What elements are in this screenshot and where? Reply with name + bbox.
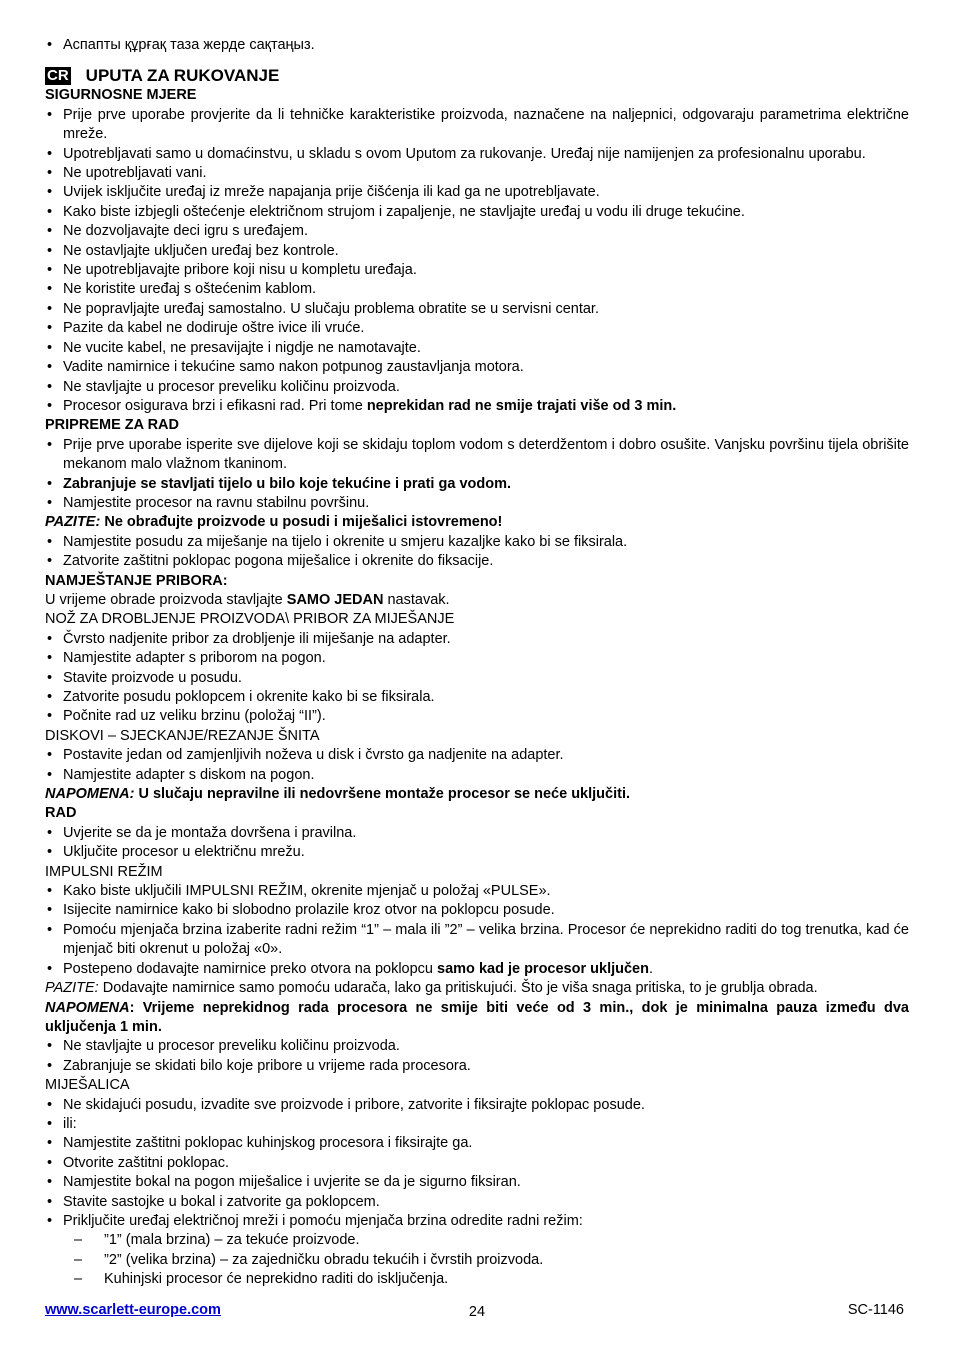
list-item: • Uvijek isključite uređaj iz mreže napajanja prije čišćenja ili kad ga ne upotrebljavate. bbox=[45, 183, 909, 202]
bullet-icon: • bbox=[47, 766, 53, 783]
list-item: • Postavite jedan od zamjenljivih noževa u disk i čvrsto ga nadjenite na adapter. bbox=[45, 746, 909, 765]
bullet-icon: • bbox=[47, 921, 53, 938]
bullet-icon: • bbox=[47, 165, 53, 182]
bullet-icon: • bbox=[47, 242, 53, 259]
list-item: • Ne ostavljajte uključen uređaj bez kontrole. bbox=[45, 242, 909, 261]
accessories-intro: U vrijeme obrade proizvoda stavljajte SAMO JEDAN nastavak. bbox=[45, 591, 450, 608]
website-link[interactable]: www.scarlett-europe.com bbox=[45, 1302, 221, 1318]
bullet-icon: • bbox=[47, 475, 53, 492]
bullet-icon: • bbox=[47, 824, 53, 841]
bullet-icon: • bbox=[47, 1193, 53, 1210]
discs-heading: DISKOVI – SJECKANJE/REZANJE ŠNITA bbox=[45, 727, 320, 744]
list-item: • Uključite procesor u električnu mrežu. bbox=[45, 843, 909, 862]
list-item: • Ne skidajući posudu, izvadite sve proizvode i pribore, zatvorite i fiksirajte poklopac posude. bbox=[45, 1096, 909, 1115]
work-heading: RAD bbox=[45, 805, 77, 822]
pulse-heading: IMPULSNI REŽIM bbox=[45, 863, 163, 880]
bullet-icon: • bbox=[47, 397, 53, 414]
list-item: • Zatvorite posudu poklopcem i okrenite kako bi se fiksirala. bbox=[45, 688, 909, 707]
bullet-icon: • bbox=[47, 689, 53, 705]
list-item: • Namjestite adapter s diskom na pogon. bbox=[45, 766, 909, 785]
section-heading: UPUTA ZA RUKOVANJE bbox=[85, 66, 280, 86]
list-item: • Namjestite posudu za miješanje na tijelo i okrenite u smjeru kazaljke kako bi se fiksirala. bbox=[45, 533, 909, 552]
bullet-icon: • bbox=[47, 262, 53, 279]
accessories-heading: NAMJEŠTANJE PRIBORA: bbox=[45, 572, 228, 589]
bullet-icon: • bbox=[47, 650, 53, 667]
bullet-icon: • bbox=[47, 300, 53, 317]
list-item: • Namjestite procesor na ravnu stabilnu površinu. bbox=[45, 494, 909, 513]
bullet-icon: • bbox=[47, 1057, 53, 1074]
list-item: • Vadite namirnice i tekućine samo nakon potpunog zaustavljanja motora. bbox=[45, 358, 909, 377]
list-item: • Procesor osigurava brzi i efikasni rad. Pri tome neprekidan rad ne smije trajati više od 3 min. bbox=[45, 397, 909, 416]
work-note: NAPOMENA: Vrijeme neprekidnog rada procesora ne smije biti veće od 3 min., dok je minimalna pauza između dva uključenja 1 min. bbox=[45, 999, 909, 1035]
list-item: • Otvorite zaštitni poklopac. bbox=[45, 1154, 909, 1173]
page-content bbox=[45, 36, 909, 1290]
bullet-icon: • bbox=[47, 708, 53, 725]
bullet-icon: • bbox=[47, 1038, 53, 1055]
bullet-icon: • bbox=[47, 223, 53, 240]
list-item: • Priključite uređaj električnoj mreži i pomoću mjenjača brzina odredite radni režim: bbox=[45, 1212, 909, 1231]
bullet-icon: • bbox=[47, 669, 53, 686]
accessories-note: NAPOMENA: U slučaju nepravilne ili nedovršene montaže procesor se neće uključiti. bbox=[45, 786, 631, 803]
bullet-icon: • bbox=[47, 960, 53, 977]
list-item: • Ne upotrebljavati vani. bbox=[45, 164, 909, 183]
dash-icon: – bbox=[74, 1251, 83, 1268]
section-title bbox=[45, 65, 909, 86]
list-item: • Pomoću mjenjača brzina izaberite radni režim “1” – mala ili ”2” – velika brzina. Procesor će neprekidno raditi do tog trenutka, kad će mjenjač biti okrenut u položaj «0». bbox=[47, 921, 909, 958]
bullet-icon: • bbox=[47, 533, 53, 550]
page-number: 24 bbox=[468, 1304, 486, 1320]
bullet-icon: • bbox=[47, 184, 53, 201]
list-item: • Аспапты құрғақ таза жерде сақтаңыз. bbox=[45, 36, 909, 55]
list-item: • Ne vucite kabel, ne presavijajte i nigdje ne namotavajte. bbox=[45, 339, 909, 358]
sub-list-item: – ”2” (velika brzina) – za zajedničku obradu tekućih i čvrstih proizvoda. bbox=[45, 1251, 909, 1270]
bullet-icon: • bbox=[47, 747, 53, 764]
list-item: • Čvrsto nadjenite pribor za drobljenje ili miješanje na adapter. bbox=[45, 630, 909, 649]
bullet-icon: • bbox=[47, 378, 53, 395]
dash-icon: – bbox=[74, 1271, 83, 1288]
mixer-sub-list bbox=[45, 1231, 909, 1289]
list-item: • Zabranjuje se stavljati tijelo u bilo koje tekućine i prati ga vodom. bbox=[45, 475, 909, 494]
bullet-icon: • bbox=[47, 553, 53, 570]
footer bbox=[45, 1302, 909, 1324]
list-item: • Stavite sastojke u bokal i zatvorite ga poklopcem. bbox=[45, 1193, 909, 1212]
pulse-list bbox=[45, 882, 909, 960]
language-badge: CR bbox=[47, 66, 69, 84]
list-item: • Zatvorite zaštitni poklopac pogona miješalice i okrenite do fiksacije. bbox=[45, 552, 909, 571]
list-item: • Ne popravljajte uređaj samostalno. U slučaju problema obratite se u servisni centar. bbox=[45, 300, 909, 319]
list-item: • Kako biste izbjegli oštećenje električnom strujom i zapaljenje, ne stavljajte uređaj u vodu ili druge tekućine. bbox=[45, 203, 909, 222]
bullet-icon: • bbox=[47, 106, 53, 123]
list-item: • Ne stavljajte u procesor preveliku količinu proizvoda. bbox=[45, 1037, 909, 1056]
list-item: • ili: bbox=[45, 1115, 909, 1134]
bullet-icon: • bbox=[47, 320, 53, 337]
list-item: • Postepeno dodavajte namirnice preko otvora na poklopcu samo kad je procesor uključen. bbox=[45, 960, 909, 979]
list-item: • Namjestite zaštitni poklopac kuhinjskog procesora i fiksirajte ga. bbox=[45, 1134, 909, 1153]
bullet-icon: • bbox=[47, 359, 53, 376]
list-item: • Zabranjuje se skidati bilo koje pribore u vrijeme rada procesora. bbox=[45, 1057, 909, 1076]
list-item: • Pazite da kabel ne dodiruje oštre ivice ili vruće. bbox=[45, 319, 909, 338]
bullet-icon: • bbox=[47, 145, 53, 162]
safety-heading: SIGURNOSNE MJERE bbox=[45, 87, 197, 104]
knife-list bbox=[45, 630, 909, 727]
sub-list-item: – Kuhinjski procesor će neprekidno raditi do isključenja. bbox=[45, 1270, 909, 1289]
bullet-icon: • bbox=[47, 339, 53, 356]
list-item: • Prije prve uporabe provjerite da li tehničke karakteristike proizvoda, naznačene na naljepnici, odgovaraju parametrima električne mreže. bbox=[47, 106, 909, 143]
bullet-icon: • bbox=[47, 1154, 53, 1171]
work-list bbox=[45, 824, 909, 863]
list-item: • Kako biste uključili IMPULSNI REŽIM, okrenite mjenjač u položaj «PULSE». bbox=[45, 882, 909, 901]
list-item: • Upotrebljavati samo u domaćinstvu, u skladu s ovom Uputom za rukovanje. Uređaj nije namijenjen za profesionalnu uporabu. bbox=[45, 145, 909, 164]
list-item: • Stavite proizvode u posudu. bbox=[45, 669, 909, 688]
bullet-icon: • bbox=[47, 281, 53, 298]
dash-icon: – bbox=[74, 1232, 83, 1249]
model-number: SC-1146 bbox=[847, 1302, 904, 1318]
prep-heading: PRIPREME ZA RAD bbox=[45, 417, 179, 434]
mixer-list bbox=[45, 1096, 909, 1232]
warning-note: PAZITE: Ne obrađujte proizvode u posudi i miješalici istovremeno! bbox=[45, 514, 503, 531]
bullet-icon: • bbox=[47, 1212, 53, 1229]
caution-note: PAZITE: Dodavajte namirnice samo pomoću udarača, lako ga pritiskujući. Što je viša snaga pritiska, to je grublja obrada. bbox=[45, 980, 818, 997]
list-item: • Ne dozvoljavajte deci igru s uređajem. bbox=[45, 222, 909, 241]
list-item: • Ne stavljajte u procesor preveliku količinu proizvoda. bbox=[45, 378, 909, 397]
list-item: • Počnite rad uz veliku brzinu (položaj “II”). bbox=[45, 707, 909, 726]
bullet-icon: • bbox=[47, 902, 53, 919]
list-item: • Prije prve uporabe isperite sve dijelove koji se skidaju toplom vodom s deterdžentom i dobro osušite. Vanjsku površinu tijela obrišite mekanom malo vlažnom tkaninom. bbox=[47, 436, 909, 473]
list-item: • Namjestite adapter s priborom na pogon. bbox=[45, 649, 909, 668]
after-list bbox=[45, 1037, 909, 1076]
mixer-heading: MIJEŠALICA bbox=[45, 1077, 130, 1094]
bullet-icon: • bbox=[47, 436, 53, 453]
bullet-icon: • bbox=[47, 494, 53, 511]
list-item: • Namjestite bokal na pogon miješalice i uvjerite se da je sigurno fiksiran. bbox=[45, 1173, 909, 1192]
safety-list bbox=[45, 106, 909, 397]
bullet-icon: • bbox=[47, 883, 53, 900]
bullet-icon: • bbox=[47, 37, 53, 53]
sub-list-item: – ”1” (mala brzina) – za tekuće proizvode. bbox=[45, 1231, 909, 1250]
list-item: • Uvjerite se da je montaža dovršena i pravilna. bbox=[45, 824, 909, 843]
bullet-icon: • bbox=[47, 630, 53, 647]
list-item: • Isijecite namirnice kako bi slobodno prolazile kroz otvor na poklopcu posude. bbox=[45, 901, 909, 920]
bullet-icon: • bbox=[47, 1096, 53, 1113]
bullet-icon: • bbox=[47, 1135, 53, 1152]
bullet-icon: • bbox=[47, 203, 53, 220]
list-item: • Ne upotrebljavajte pribore koji nisu u kompletu uređaja. bbox=[45, 261, 909, 280]
bullet-icon: • bbox=[47, 844, 53, 861]
list-item: • Ne koristite uređaj s oštećenim kablom. bbox=[45, 280, 909, 299]
knife-heading: NOŽ ZA DROBLJENJE PROIZVODA\ PRIBOR ZA MIJEŠANJE bbox=[45, 611, 455, 628]
bullet-icon: • bbox=[47, 1115, 53, 1132]
discs-list bbox=[45, 746, 909, 785]
bullet-icon: • bbox=[47, 1174, 53, 1191]
